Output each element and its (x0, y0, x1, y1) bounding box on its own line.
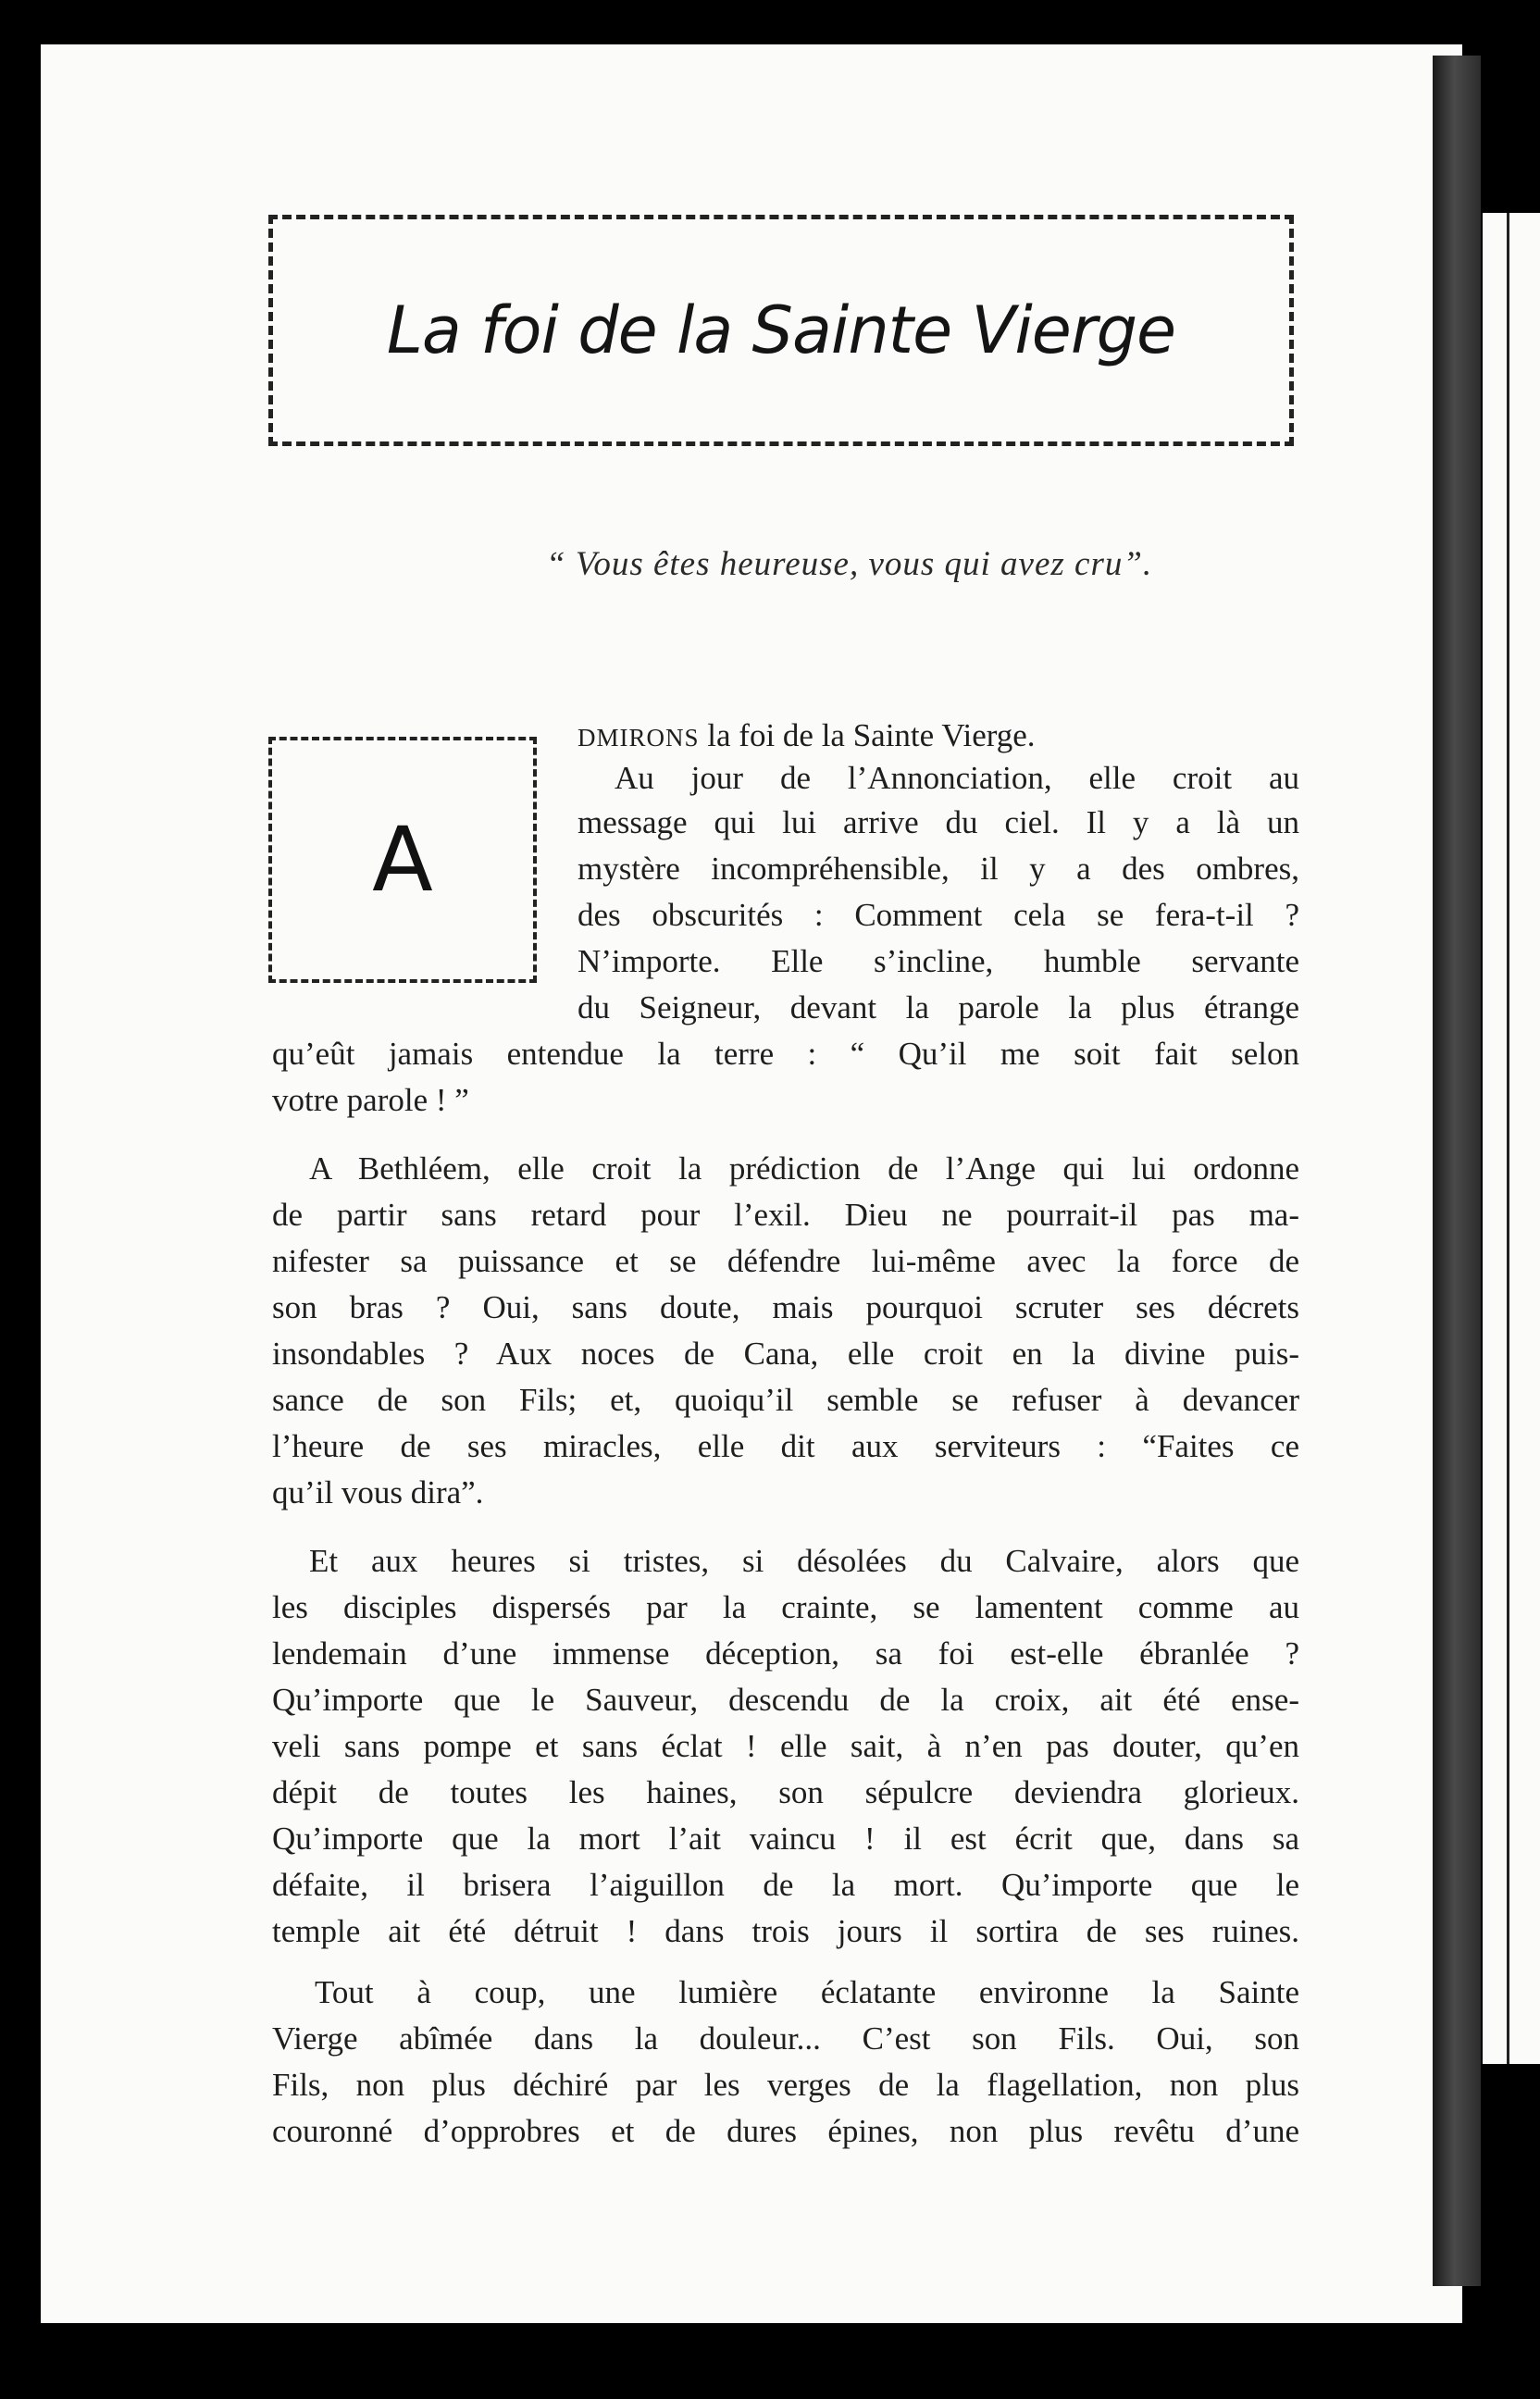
text-line: Au jour de l’Annonciation, elle croit au (615, 760, 1299, 796)
text-line: A Bethléem, elle croit la prédiction de l’Ange qui lui ordonne (309, 1150, 1299, 1187)
text-line: N’importe. Elle s’incline, humble servante (578, 943, 1299, 979)
text-line: les disciples dispersés par la crainte, se lamentent comme au (272, 1589, 1299, 1625)
adjacent-page-strip (1483, 213, 1540, 2064)
text-line: lendemain d’une immense déception, sa foi est-elle ébranlée ? (272, 1635, 1299, 1672)
text-line: des obscurités : Comment cela se fera-t-il ? (578, 897, 1299, 933)
first-word-smallcaps: DMIRONS (578, 724, 700, 752)
text-line: de partir sans retard pour l’exil. Dieu ne pourrait-il pas ma- (272, 1197, 1299, 1233)
text-line: sance de son Fils; et, quoiqu’il semble se refuser à devancer (272, 1382, 1299, 1418)
text-line: son bras ? Oui, sans doute, mais pourquoi scruter ses décrets (272, 1289, 1299, 1325)
text-line: Tout à coup, une lumière éclatante environne la Sainte (315, 1974, 1299, 2010)
text-line: défaite, il brisera l’aiguillon de la mort. Qu’importe que le (272, 1867, 1299, 1903)
text-line: Qu’importe que la mort l’ait vaincu ! il est écrit que, dans sa (272, 1821, 1299, 1857)
text-line: veli sans pompe et sans éclat ! elle sait, à n’en pas douter, qu’en (272, 1728, 1299, 1764)
text-line: Qu’importe que le Sauveur, descendu de la croix, ait été ense- (272, 1682, 1299, 1718)
epigraph: “ Vous êtes heureuse, vous qui avez cru”. (546, 545, 1153, 583)
text-line: dépit de toutes les haines, son sépulcre deviendra glorieux. (272, 1774, 1299, 1810)
text-line: mystère incompréhensible, il y a des ombres, (578, 851, 1299, 887)
text-line: l’heure de ses miracles, elle dit aux serviteurs : “Faites ce (272, 1428, 1299, 1464)
text-line: temple ait été détruit ! dans trois jours il sortira de ses ruines. (272, 1913, 1299, 1949)
text-line: nifester sa puissance et se défendre lui-même avec la force de (272, 1243, 1299, 1279)
text-line: qu’il vous dira”. (272, 1474, 484, 1510)
first-line-rest: la foi de la Sainte Vierge. (699, 717, 1036, 753)
text-line: insondables ? Aux noces de Cana, elle croit en la divine puis- (272, 1336, 1299, 1372)
title-frame (268, 215, 1294, 446)
text-line: Vierge abîmée dans la douleur... C’est son Fils. Oui, son (272, 2020, 1299, 2057)
text-line-first (578, 715, 1299, 759)
text-line: message qui lui arrive du ciel. Il y a là un (578, 804, 1299, 840)
text-line: du Seigneur, devant la parole la plus étrange (578, 989, 1299, 1025)
drop-cap: A (268, 737, 537, 983)
page-title: La foi de la Sainte Vierge (386, 292, 1176, 368)
page-edge-shadow (1433, 56, 1481, 2286)
text-line: votre parole ! ” (272, 1082, 469, 1118)
text-line: couronné d’opprobres et de dures épines, non plus revêtu d’une (272, 2113, 1299, 2149)
text-line: qu’eût jamais entendue la terre : “ Qu’il me soit fait selon (272, 1036, 1299, 1072)
text-line: Fils, non plus déchiré par les verges de la flagellation, non plus (272, 2067, 1299, 2103)
text-line: Et aux heures si tristes, si désolées du Calvaire, alors que (309, 1543, 1299, 1579)
